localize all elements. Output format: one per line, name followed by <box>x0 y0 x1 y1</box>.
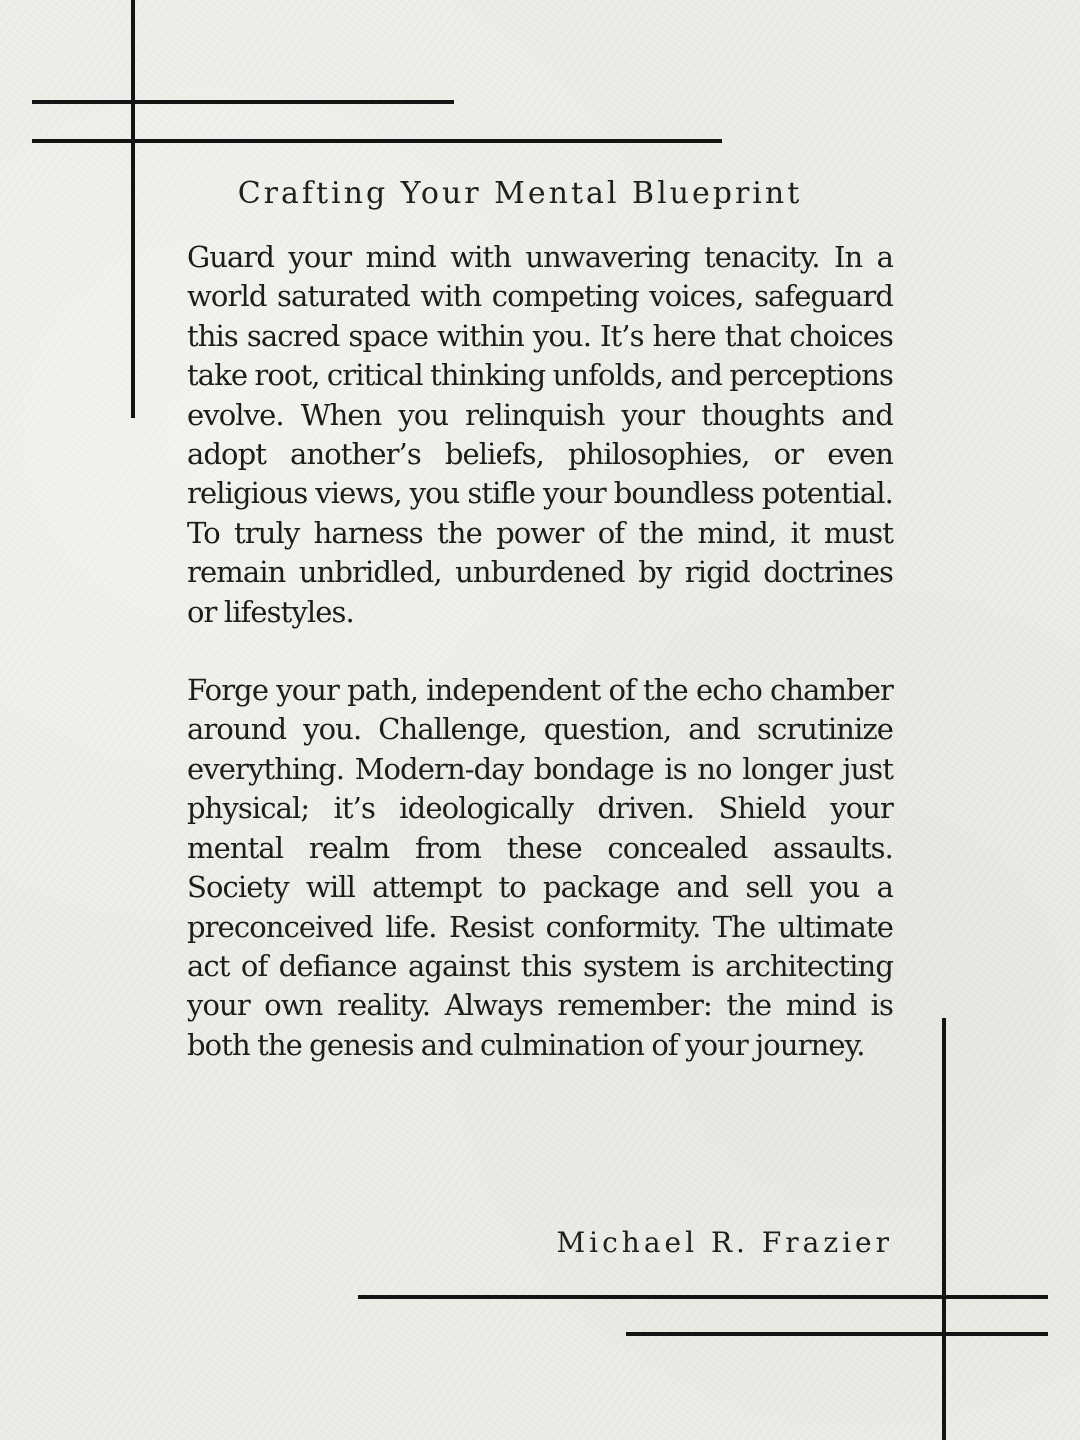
paragraph-1: Guard your mind with unwavering tenacity. In a world saturated with competing voices, safeguard this sacred space within you. It’s here that choices take root, critical thinking unfolds, and perceptions evolve. When you relinquish your thoughts and adopt another’s beliefs, philosophies, or even religious views, you stifle your boundless potential. To truly harness the power of the mind, it must remain unbridled, unburdened by rigid doctrines or lifestyles. <box>187 240 893 629</box>
page-title: Crafting Your Mental Blueprint <box>237 176 803 211</box>
paragraph-2: Forge your path, independent of the echo chamber around you. Challenge, question, and scrutinize everything. Modern-day bondage is no longer just physical; it’s ideologically driven. Shield your mental realm from these concealed assaults. Society will attempt to package and sell you a preconceived life. Resist conformity. The ultimate act of defiance against this system is architecting your own reality. Always remember: the mind is both the genesis and culmination of your journey. <box>187 673 893 1062</box>
author-name: Michael R. Frazier <box>556 1226 893 1259</box>
frame-line-bottom-right-vertical <box>942 1018 946 1440</box>
frame-line-bottom-right-horizontal-2 <box>626 1332 1048 1336</box>
frame-line-top-left-vertical <box>131 0 135 418</box>
frame-line-top-left-horizontal-1 <box>32 100 454 104</box>
frame-line-top-left-horizontal-2 <box>32 139 722 143</box>
body-text <box>187 238 893 1065</box>
frame-line-bottom-right-horizontal-1 <box>358 1295 1048 1299</box>
